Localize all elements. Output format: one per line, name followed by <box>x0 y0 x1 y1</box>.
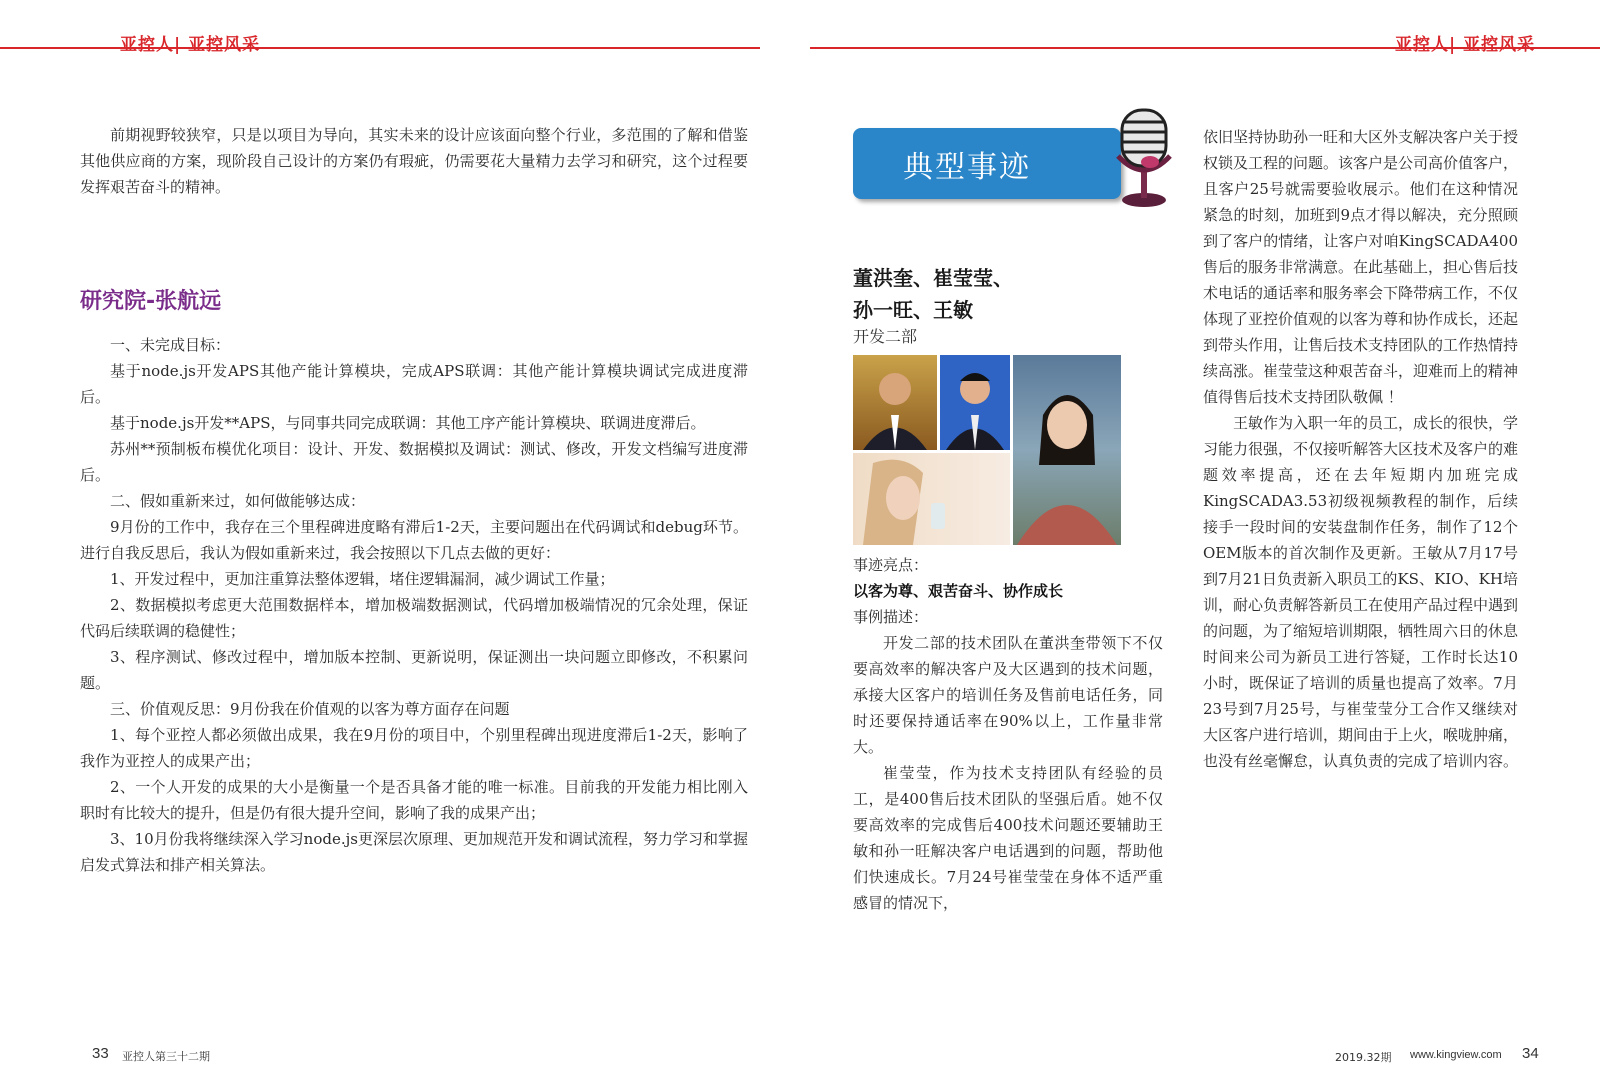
story-paragraph: 崔莹莹，作为技术支持团队有经验的员工，是400售后技术团队的坚强后盾。她不仅要高效率的完成售后400技术问题还要辅助王敏和孙一旺解决客户电话遇到的问题，帮助他们快速成长。7月24号崔莹莹在身体不适严重感冒的情况下， <box>853 764 1163 912</box>
banner-title: 典型事迹 <box>903 150 1031 185</box>
body-paragraph: 2、数据模拟考虑更大范围数据样本，增加极端数据测试，代码增加极端情况的冗余处理，保证代码后续联调的稳健性； <box>80 596 748 640</box>
photo-man-suit <box>853 355 937 450</box>
body-paragraph: 9月份的工作中，我存在三个里程碑进度略有滞后1-2天，主要问题出在代码调试和debug环节。进行自我反思后，我认为假如重新来过，我会按照以下几点去做的更好： <box>80 518 748 562</box>
body-paragraph: 一、未完成目标： <box>110 336 231 354</box>
footer-left-page-number: 33 <box>92 1045 109 1062</box>
photo-woman-red-sweater <box>1013 355 1121 545</box>
header-title-left: 亚控人| 亚控风采 <box>120 35 261 55</box>
department-label: 开发二部 <box>853 327 918 346</box>
names-line-2: 孙一旺、王敏 <box>853 298 973 322</box>
left-body <box>80 332 748 878</box>
header-rule-left <box>0 47 760 49</box>
left-intro <box>80 122 748 200</box>
intro-paragraph: 前期视野较狭窄，只是以项目为导向，其实未来的设计应该面向整个行业，多范围的了解和借鉴其他供应商的方案，现阶段自己设计的方案仍有瑕疵，仍需要花大量精力去学习和研究，这个过程要发挥艰苦奋斗的精神。 <box>80 126 748 196</box>
body-paragraph: 3、10月份我将继续深入学习node.js更深层次原理、更加规范开发和调试流程，努力学习和掌握启发式算法和排产相关算法。 <box>80 830 748 874</box>
body-paragraph: 二、假如重新来过，如何做能够达成： <box>110 492 366 510</box>
photo-young-man <box>940 355 1010 450</box>
body-paragraph: 1、开发过程中，更加注重算法整体逻辑，堵住逻辑漏洞，减少调试工作量； <box>110 570 615 588</box>
body-paragraph: 2、一个人开发的成果的大小是衡量一个是否具备才能的唯一标准。目前我的开发能力相比刚入职时有比较大的提升，但是仍有很大提升空间，影响了我的成果产出； <box>80 778 748 822</box>
description-label: 事例描述： <box>853 608 929 626</box>
footer-right-issue: 2019.32期 <box>1335 1051 1392 1064</box>
body-paragraph: 三、价值观反思：9月份我在价值观的以客为尊方面存在问题 <box>110 700 510 718</box>
body-paragraph: 基于node.js开发APS其他产能计算模块，完成APS联调：其他产能计算模块调试完成进度滞后。 <box>80 362 748 406</box>
photo-woman-cup <box>853 453 1010 545</box>
story-right-column <box>1203 124 1518 774</box>
header-title-right: 亚控人| 亚控风采 <box>1395 35 1536 55</box>
highlight-text: 以客为尊、艰苦奋斗、协作成长 <box>853 582 1064 600</box>
story-paragraph: 依旧坚持协助孙一旺和大区外支解决客户关于授权锁及工程的问题。该客户是公司高价值客户，且客户25号就需要验收展示。他们在这种情况紧急的时刻，加班到9点才得以解决，充分照顾到了客户的情绪，让客户对咱KingSCADA400售后的服务非常满意。在此基础上，担心售后技术电话的通话率和服务率会下降带病工作，不仅体现了亚控价值观的以客为尊和协作成长，还起到带头作用，让售后技术支持团队的工作热情持续高涨。崔莹莹这种艰苦奋斗，迎难而上的精神值得售后技术支持团队敬佩 ！ <box>1203 128 1519 406</box>
typical-deeds-banner <box>853 128 1121 199</box>
story-middle-column <box>853 552 1163 916</box>
story-paragraph: 王敏作为入职一年的员工，成长的很快，学习能力很强，不仅接听解答大区技术及客户的难题效率提高，还在去年短期内加班完成KingSCADA3.53初级视频教程的制作，后续接手一段时间的安装盘制作任务，制作了12个OEM版本的首次制作及更新。王敏从7月17号到7月21日负责新入职员工的KS、KIO、KH培训，耐心负责解答新员工在使用产品过程中遇到的问题，为了缩短培训期限，牺牲周六日的休息时间来公司为新员工进行答疑，工作时长达10小时，既保证了培训的质量也提高了效率。7月23号到7月25号，与崔莹莹分工合作又继续对大区客户进行培训，期间由于上火，喉咙肿痛，也没有丝毫懈怠，认真负责的完成了培训内容。 <box>1203 414 1519 770</box>
footer-right-page-number: 34 <box>1522 1045 1539 1062</box>
body-paragraph: 3、程序测试、修改过程中，增加版本控制、更新说明，保证测出一块问题立即修改，不积累问题。 <box>80 648 748 692</box>
body-paragraph: 基于node.js开发**APS，与同事共同完成联调：其他工序产能计算模块、联调进度滞后。 <box>110 414 706 432</box>
footer-website: www.kingview.com <box>1410 1049 1502 1061</box>
highlight-label: 事迹亮点： <box>853 556 929 574</box>
names-line-1: 董洪奎、崔莹莹、 <box>853 266 1013 290</box>
footer-left-issue: 亚控人第三十二期 <box>122 1050 210 1063</box>
body-paragraph: 1、每个亚控人都必须做出成果，我在9月份的项目中，个别里程碑出现进度滞后1-2天，影响了我作为亚控人的成果产出； <box>80 726 748 770</box>
section-heading: 研究院-张航远 <box>80 289 222 314</box>
body-paragraph: 苏州**预制板布模优化项目：设计、开发、数据模拟及调试：测试、修改，开发文档编写进度滞后。 <box>80 440 748 484</box>
story-names <box>853 262 1163 326</box>
microphone-icon <box>1106 104 1176 210</box>
story-paragraph: 开发二部的技术团队在董洪奎带领下不仅要高效率的解决客户及大区遇到的技术问题，承接大区客户的培训任务及售前电话任务，同时还要保持通话率在90%以上，工作量非常大。 <box>853 634 1163 756</box>
